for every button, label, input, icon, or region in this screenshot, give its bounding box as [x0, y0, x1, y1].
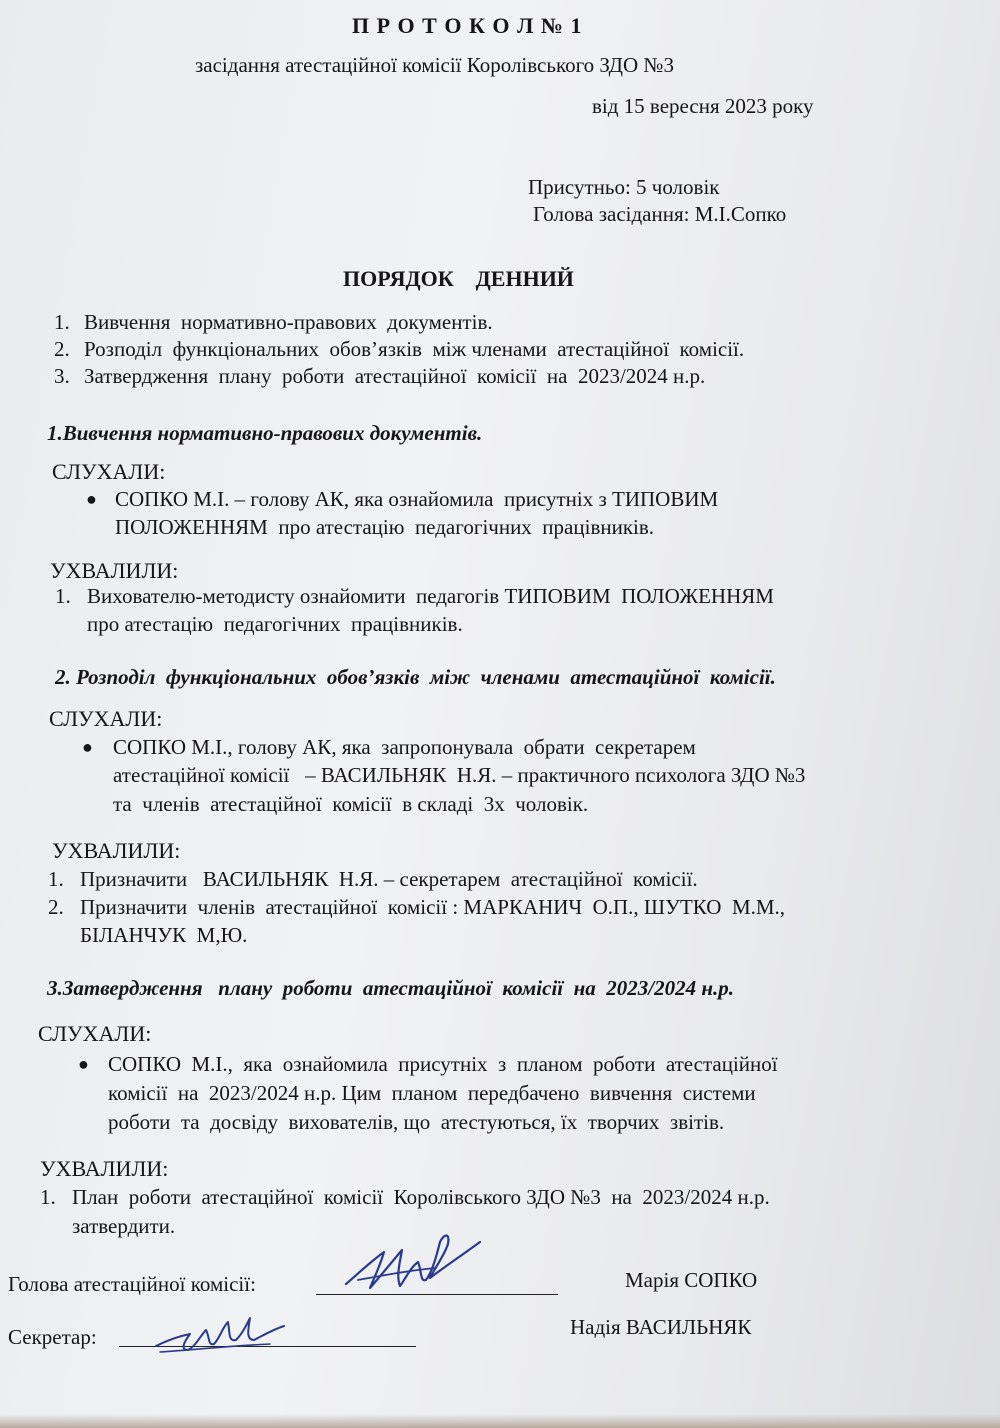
agenda-item-number: 1.: [54, 310, 70, 334]
agenda-title: ПОРЯДОК ДЕННИЙ: [343, 266, 574, 291]
attendance-count: Присутньо: 5 чоловік: [528, 175, 720, 199]
heard-label: СЛУХАЛИ:: [49, 706, 163, 731]
chair-name: Марія СОПКО: [625, 1268, 758, 1292]
decision-text: про атестацію педагогічних працівників.: [87, 612, 463, 636]
section-title: 3.Затвердження плану роботи атестаційної комісії на 2023/2024 н.р.: [47, 976, 735, 1000]
heard-text: СОПКО М.І., голову АК, яка запропонувала обрати секретарем: [113, 735, 696, 759]
agenda-item: Вивчення нормативно-правових документів.: [84, 310, 493, 334]
page-bottom-shadow: [0, 1414, 1000, 1428]
bullet-icon: ●: [82, 737, 93, 757]
secretary-signature-label: Секретар:: [8, 1325, 97, 1349]
heard-text: СОПКО М.І., яка ознайомила присутніх з планом роботи атестаційної: [108, 1052, 778, 1076]
decision-text: Призначити ВАСИЛЬНЯК Н.Я. – секретарем атестаційної комісії.: [80, 867, 698, 891]
chair-signature-stroke: [358, 1268, 436, 1280]
heard-text: комісії на 2023/2024 н.р. Цим планом передбачено вивчення системи: [108, 1081, 756, 1105]
chair-signature-stroke: [346, 1236, 480, 1289]
heard-label: СЛУХАЛИ:: [38, 1021, 152, 1046]
bullet-icon: ●: [78, 1054, 89, 1074]
heard-text: атестаційної комісії – ВАСИЛЬНЯК Н.Я. – практичного психолога ЗДО №3: [113, 763, 806, 787]
meeting-chair: Голова засідання: М.І.Сопко: [533, 202, 787, 226]
chair-signature-icon: [340, 1222, 490, 1302]
secretary-signature-stroke: [156, 1318, 284, 1350]
chair-signature-label: Голова атестаційної комісії:: [8, 1272, 256, 1296]
decided-label: УХВАЛИЛИ:: [50, 558, 179, 583]
heard-text: ПОЛОЖЕННЯМ про атестацію педагогічних працівників.: [115, 515, 655, 539]
heard-text: СОПКО М.І. – голову АК, яка ознайомила присутніх з ТИПОВИМ: [115, 487, 719, 511]
secretary-signature-stroke: [160, 1344, 270, 1352]
agenda-item: Розподіл функціональних обов’язків між членами атестаційної комісії.: [84, 337, 745, 361]
agenda-item-number: 2.: [54, 337, 70, 361]
decision-text: План роботи атестаційної комісії Королівського ЗДО №3 на 2023/2024 н.р.: [72, 1185, 770, 1209]
decision-text: Призначити членів атестаційної комісії : МАРКАНИЧ О.П., ШУТКО М.М.,: [80, 895, 786, 919]
secretary-signature-icon: [150, 1306, 290, 1362]
decision-number: 1.: [40, 1185, 56, 1209]
protocol-title: П Р О Т О К О Л № 1: [352, 13, 583, 38]
decision-text: затвердити.: [72, 1214, 176, 1238]
heard-text: роботи та досвіду вихователів, що атестуються, їх творчих звітів.: [108, 1110, 725, 1134]
decided-label: УХВАЛИЛИ:: [40, 1156, 169, 1181]
section-title: 2. Розподіл функціональних обов’язків між членами атестаційної комісії.: [55, 665, 776, 689]
agenda-item: Затвердження плану роботи атестаційної комісії на 2023/2024 н.р.: [84, 364, 706, 388]
decided-label: УХВАЛИЛИ:: [52, 838, 181, 863]
decision-number: 1.: [55, 584, 71, 608]
agenda-item-number: 3.: [54, 364, 70, 388]
section-title: 1.Вивчення нормативно-правових документів.: [47, 421, 483, 445]
decision-number: 1.: [48, 867, 64, 891]
secretary-name: Надія ВАСИЛЬНЯК: [570, 1315, 752, 1339]
decision-number: 2.: [48, 895, 64, 919]
protocol-subtitle: засідання атестаційної комісії Королівського ЗДО №3: [195, 53, 674, 77]
protocol-date: від 15 вересня 2023 року: [592, 94, 814, 118]
decision-text: Вихователю-методисту ознайомити педагогів ТИПОВИМ ПОЛОЖЕННЯМ: [87, 584, 774, 608]
heard-text: та членів атестаційної комісії в складі 3х чоловік.: [113, 792, 589, 816]
bullet-icon: ●: [86, 489, 97, 509]
heard-label: СЛУХАЛИ:: [52, 459, 166, 484]
decision-text: БІЛАНЧУК М,Ю.: [80, 923, 248, 947]
